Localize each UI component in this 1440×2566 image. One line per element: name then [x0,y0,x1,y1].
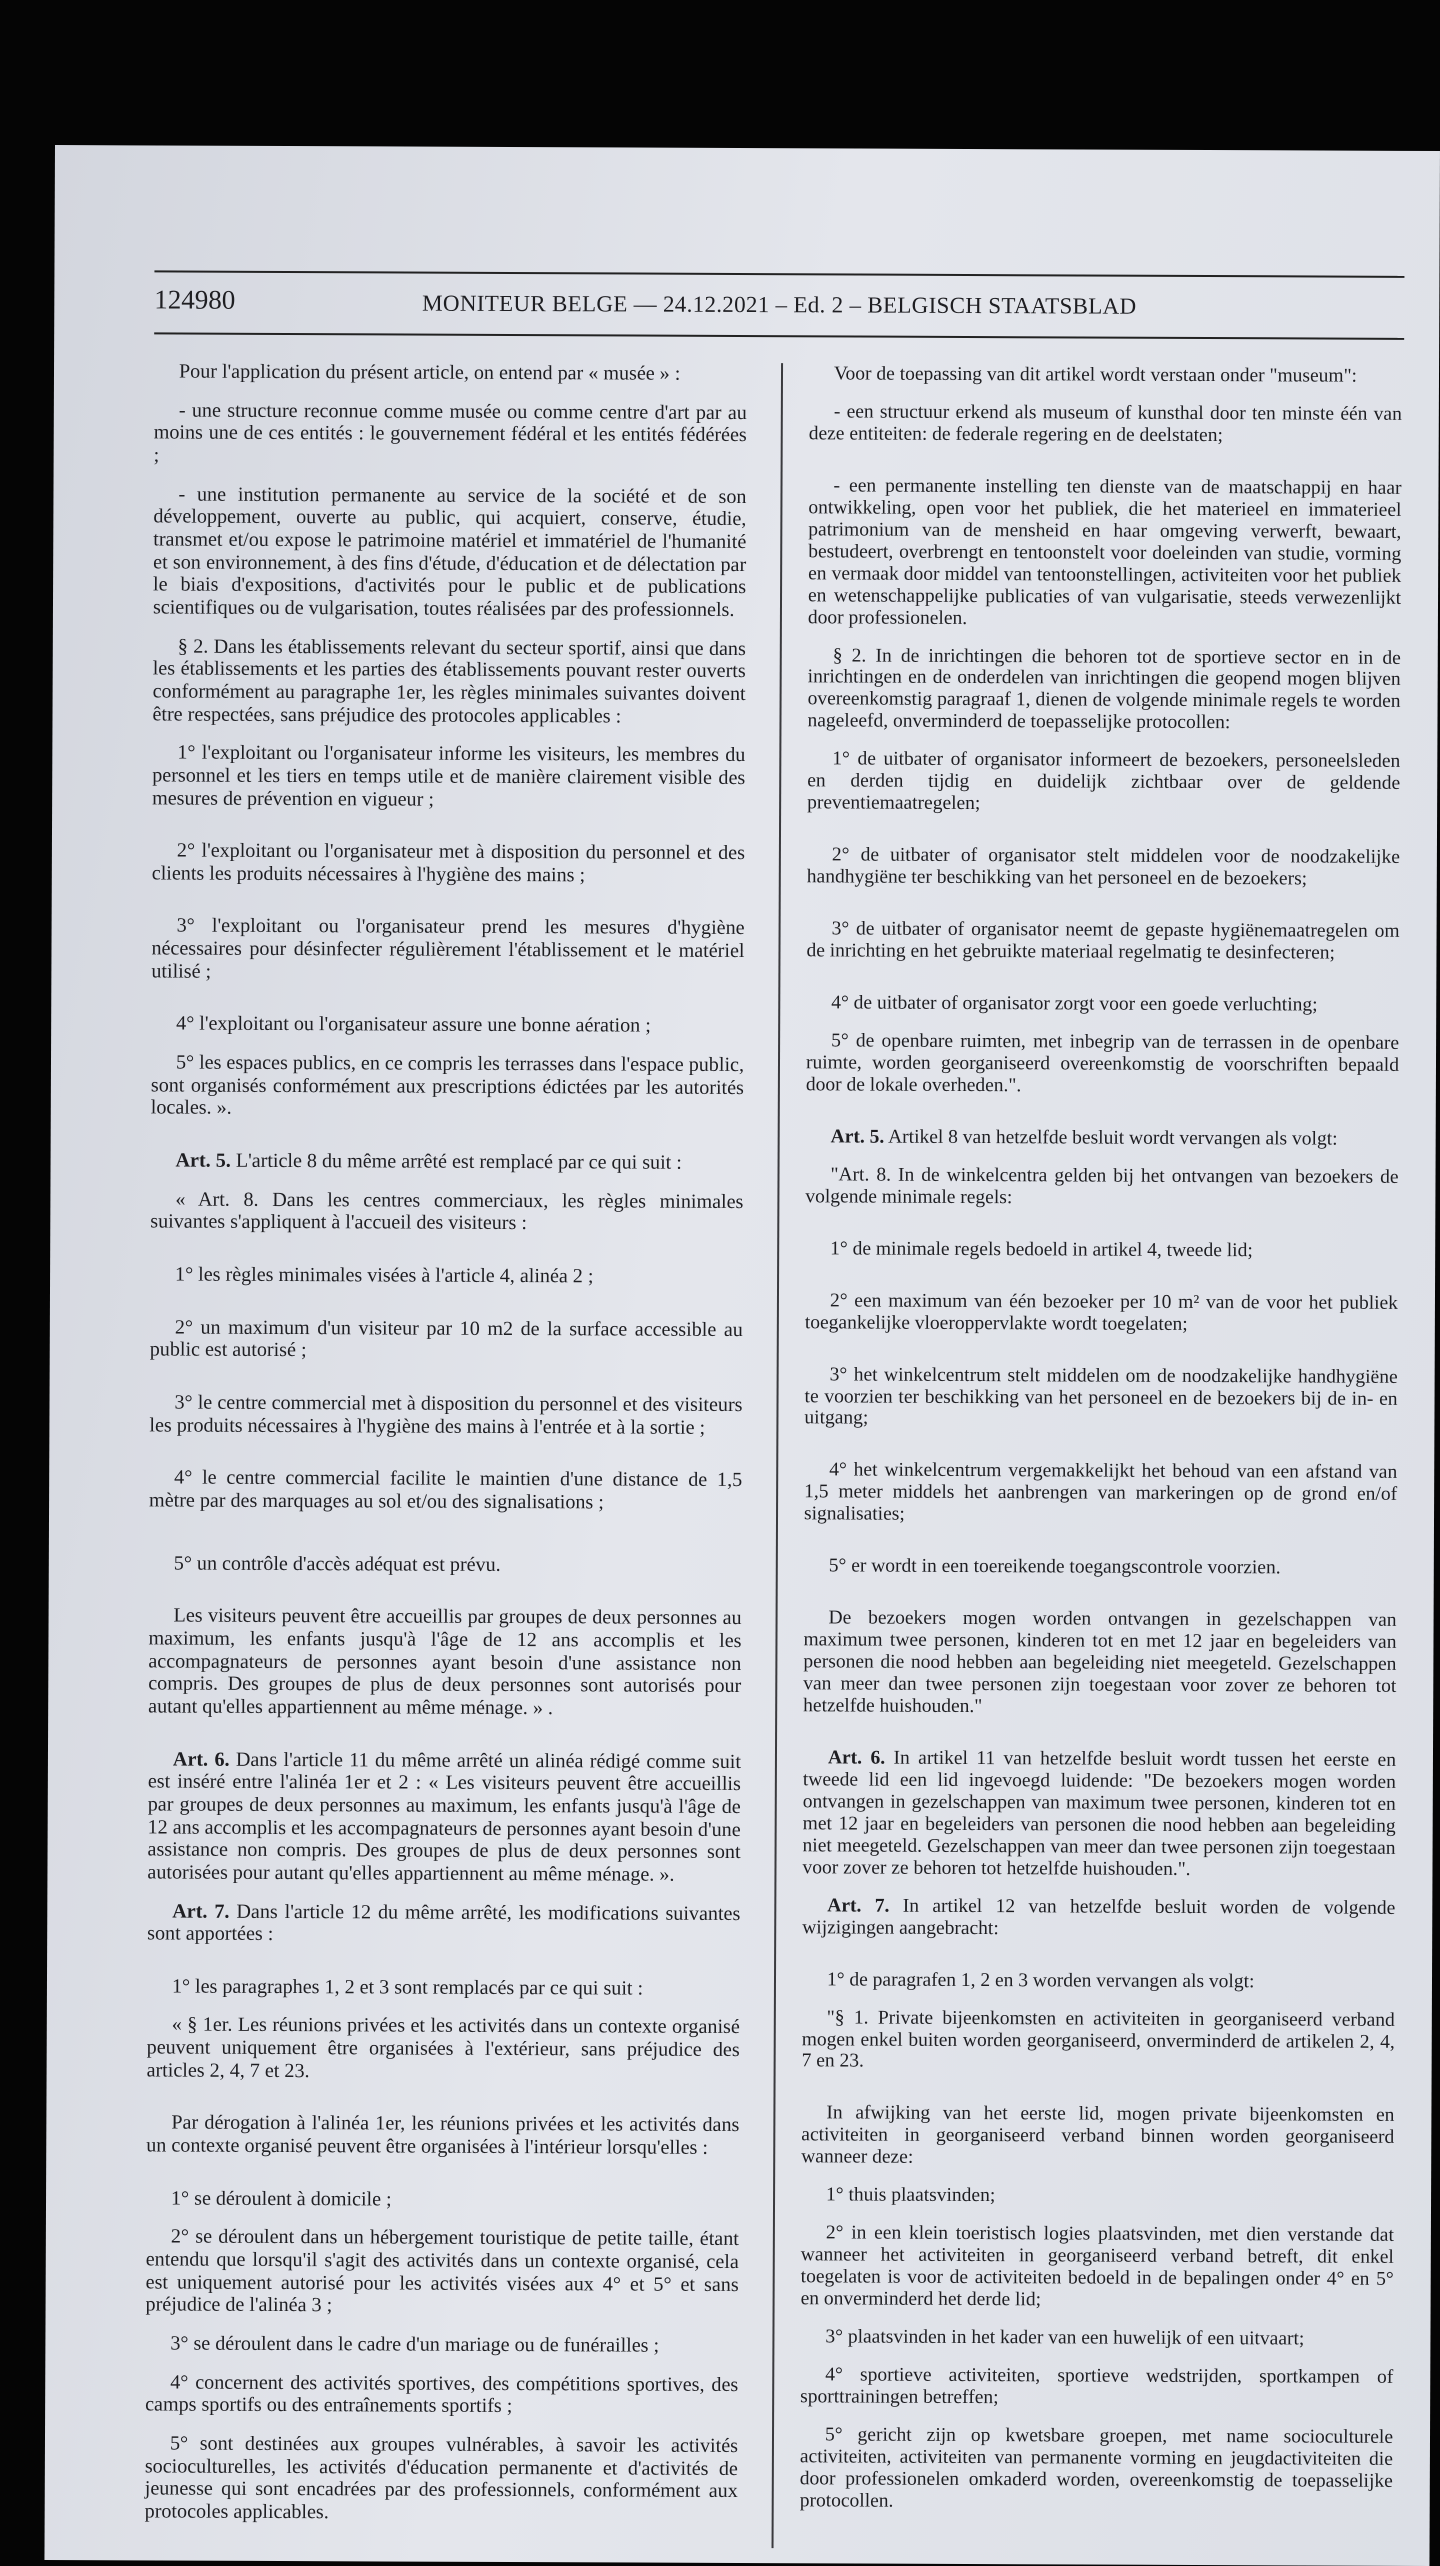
french-column [145,360,748,2541]
paragraph: « § 1er. Les réunions privées et les activités dans un contexte organisé peuvent uniquement être organisées à l'extérieur, sans préjudice des articles 2, 4, 7 et 23. [146,2013,740,2082]
page-header [154,270,1404,339]
paragraph: 2° een maximum van één bezoeker per 10 m² van de voor het publiek toegankelijke vloeroppervlakte wordt toegelaten; [804,1290,1399,1335]
paragraph: 4° de uitbater of organisator zorgt voor een goede verluchting; [831,992,1318,1016]
journal-title: MONITEUR BELGE — 24.12.2021 – Ed. 2 – BELGISCH STAATSBLAD [422,290,1137,319]
article-number: Art. 6. [172,1748,230,1771]
paragraph: § 2. Dans les établissements relevant du secteur sportif, ainsi que dans les établissements et les parties des établissements pouvant rester ouverts conformément au paragraphe 1er, les règles minimales suivantes doivent être respectées, sans préjudice des protocoles applicables : [152,635,746,728]
paragraph: « Art. 8. Dans les centres commerciaux, les règles minimales suivantes s'appliquent à l'accueil des visiteurs : [150,1188,744,1235]
paragraph: Par dérogation à l'alinéa 1er, les réunions privées et les activités dans un contexte organisé peuvent être organisées à l'intérieur lorsqu'elles : [146,2111,740,2159]
paragraph: 3° plaatsvinden in het kader van een huwelijk of een uitvaart; [825,2326,1305,2350]
paragraph: 4° l'exploitant ou l'organisateur assure une bonne aération ; [176,1012,651,1038]
gazette-page [44,145,1440,2566]
paragraph: 4° het winkelcentrum vergemakkelijkt het behoud van een afstand van 1,5 meter middels het aanbrengen van markeringen op de grond en/of signalisaties; [803,1459,1398,1526]
paragraph: 5° gericht zijn op kwetsbare groepen, met name socioculturele activiteiten, activiteiten van permanente vorming en jeugdactiviteiten die door professionelen omkaderd worden, overeenkomstig de toepasselijke protocollen. [799,2424,1394,2512]
paragraph: 2° l'exploitant ou l'organisateur met à disposition du personnel et des clients les produits nécessaires à l'hygiène des mains ; [151,839,745,887]
paragraph: In afwijking van het eerste lid, mogen private bijeenkomsten en activiteiten in georganiseerd verband binnen worden georganiseerd wanneer deze: [801,2102,1395,2169]
paragraph: De bezoekers mogen worden ontvangen in gezelschappen van maximum twee personen, kinderen tot en met 12 jaar en begeleiders van personen die nood hebben aan begeleiding niet meegeteld. Gezelschappen van meer dan twee personen zijn toegestaan voor zover ze behoren tot hetzelfde huishouden." [803,1607,1397,1718]
paragraph: 2° un maximum d'un visiteur par 10 m2 de la surface accessible au public est autorisé ; [149,1316,743,1362]
paragraph: 1° de minimale regels bedoeld in artikel 4, tweede lid; [830,1238,1253,1261]
paragraph: 3° se déroulent dans le cadre d'un mariage ou de funérailles ; [170,2332,660,2357]
paragraph: - une institution permanente au service de la société et de son développement, ouverte au public, qui acquiert, conserve, étudie, transmet et/ou expose le patrimoine matériel et immatériel de l'humanité et son environnement, à des fins d'étude, d'éducation et de délectation par le biais d'expositions, d'activités pour le public et de publications scientifiques ou de vulgarisation, toutes réalisées par des professionnels. [152,483,747,621]
paragraph: 1° de paragrafen 1, 2 en 3 worden vervangen als volgt: [826,1968,1255,1992]
dutch-column [800,363,1402,2530]
paragraph: 5° sont destinées aux groupes vulnérables, à savoir les activités socioculturelles, les activités d'éducation permanente et d'activités de jeunesse qui sont encadrées par des professionnels, conformément aux protocoles applicables. [144,2432,739,2524]
paragraph: 2° se déroulent dans un hébergement touristique de petite taille, étant entendu que lorsqu'il s'agit des activités dans un contexte organisé, cela est uniquement autorisé pour les activités visées aux 4° et 5° et sans préjudice de l'alinéa 3 ; [145,2225,739,2317]
paragraph: 5° les espaces publics, en ce compris les terrasses dans l'espace public, sont organisés conformément aux prescriptions édictées par les autorités locales. ». [150,1051,745,1120]
paragraph: 1° se déroulent à domicile ; [170,2187,392,2211]
paragraph: Les visiteurs peuvent être accueillis par groupes de deux personnes au maximum, les enfants jusqu'à l'âge de 12 ans accomplis et les accompagnateurs de personnes ayant besoin d'une assistance non compris. Des groupes de plus de deux personnes sont autorisés pour autant qu'elles appartiennent au même ménage. » . [148,1604,742,1720]
paragraph: Art. 5. L'article 8 du même arrêté est remplacé par ce qui suit : [175,1149,682,1174]
paragraph: - une structure reconnue comme musée ou comme centre d'art par au moins une de ces entités : le gouvernement fédéral et les entités fédérées ; [153,399,747,467]
paragraph: - een structuur erkend als museum of kunsthal door ten minste één van deze entiteiten: de federale regering en de deelstaten; [808,401,1402,447]
paragraph: Art. 6. Dans l'article 11 du même arrêté un alinéa rédigé comme suit est inséré entre l'alinéa 1er et 2 : « Les visiteurs peuvent être accueillis par groupes de deux personnes au maximum, les enfants jusqu'à l'âge de 12 ans accomplis et les accompagnateurs de personnes ayant besoin d'une assistance non compris. Des groupes de plus de deux personnes sont autorisées pour autant qu'elles appartiennent au même ménage. ». [147,1748,741,1886]
paragraph: 4° le centre commercial facilite le maintien d'une distance de 1,5 mètre par des marquages au sol et/ou des signalisations ; [149,1466,743,1514]
paragraph: 1° thuis plaatsvinden; [826,2184,996,2207]
paragraph: 1° les paragraphes 1, 2 et 3 sont remplacés par ce qui suit : [171,1975,644,2000]
article-number: Art. 5. [175,1149,231,1172]
article-number: Art. 5. [830,1126,885,1148]
paragraph: 3° l'exploitant ou l'organisateur prend les mesures d'hygiène nécessaires pour désinfecter régulièrement l'établissement et le matériel utilisé ; [151,915,745,983]
paragraph: 5° de openbare ruimten, met inbegrip van de terrassen in de openbare ruimte, worden georganiseerd overeenkomstig de voorschriften bepaald door de lokale overheden.". [805,1030,1400,1097]
paragraph: 5° un contrôle d'accès adéquat est prévu. [173,1552,501,1576]
paragraph: § 2. In de inrichtingen die behoren tot de sportieve sector en in de inrichtingen en de onderdelen van inrichtingen die geopend mogen blijven overeenkomstig paragraaf 1, dienen de volgende minimale regels te worden nageleefd, onverminderd de toepasselijke protocollen: [807,644,1401,734]
paragraph: 1° l'exploitant ou l'organisateur informe les visiteurs, les membres du personnel et les tiers en temps utile et de manière clairement visible des mesures de prévention en vigueur ; [152,741,746,811]
paragraph: 3° le centre commercial met à disposition du personnel et des visiteurs les produits nécessaires à l'hygiène des mains à l'entrée et à la sortie ; [149,1391,743,1439]
paragraph: 4° concernent des activités sportives, des compétitions sportives, des camps sportifs ou des entraînements sportifs ; [145,2371,739,2418]
paragraph: 1° les règles minimales visées à l'article 4, alinéa 2 ; [175,1263,594,1288]
article-number: Art. 6. [827,1747,886,1769]
paragraph: Voor de toepassing van dit artikel wordt verstaan onder "museum": [833,363,1358,387]
paragraph: Art. 5. Artikel 8 van hetzelfde besluit wordt vervangen als volgt: [830,1126,1338,1150]
paragraph: 1° de uitbater of organisator informeert de bezoekers, personeelsleden en derden tijdig en duidelijk zichtbaar over de geldende preventiemaatregelen; [807,748,1401,815]
paragraph: Art. 6. In artikel 11 van hetzelfde besluit wordt tussen het eerste en tweede lid een lid ingevoegd luidende: "De bezoekers mogen worden ontvangen in gezelschappen van maximum twee personen, kinderen tot en met 12 jaar en begeleiders van personen die nood hebben aan begeleiding niet meegeteld. Gezelschappen van meer dan twee personen zijn toegestaan voor zover ze behoren tot hetzelfde huishouden.". [802,1747,1397,1880]
paragraph: 3° het winkelcentrum stelt middelen om de noodzakelijke handhygiëne te voorzien ter beschikking van het personeel en de bezoekers bij de in- en uitgang; [804,1363,1398,1430]
paragraph: - een permanente instelling ten dienste van de maatschappij en haar ontwikkeling, open voor het publiek, die het materieel en immaterieel patrimonium van de mensheid en haar omgeving verwerft, bewaart, bestudeert, overbrengt en tentoonstelt voor doeleinden van studie, vorming en vermaak door middel van tentoonstellingen, activiteiten voor het publiek en wetenschappelijke publicaties of van vulgarisatie, steeds verwezenlijkt door professionelen. [807,475,1402,629]
column-divider [772,363,784,2548]
paragraph: 4° sportieve activiteiten, sportieve wedstrijden, sportkampen of sporttrainingen betreffen; [800,2364,1394,2409]
paragraph: 5° er wordt in een toereikende toegangscontrole voorzien. [828,1555,1281,1579]
article-number: Art. 7. [827,1895,890,1917]
paragraph: Art. 7. In artikel 12 van hetzelfde besluit worden de volgende wijzigingen aangebracht: [802,1895,1396,1939]
paragraph: Art. 7. Dans l'article 12 du même arrêté, les modifications suivantes sont apportées : [147,1900,741,1946]
paragraph: "§ 1. Private bijeenkomsten en activiteiten in georganiseerd verband mogen enkel buiten worden georganiseerd, onverminderd de artikelen 2, 4, 7 en 23. [801,2006,1395,2073]
paragraph: 2° de uitbater of organisator stelt middelen voor de noodzakelijke handhygiëne ter beschikking van het personeel en de bezoekers; [806,844,1400,890]
paragraph: 3° de uitbater of organisator neemt de gepaste hygiënemaatregelen om de inrichting en het gebruikte materiaal regelmatig te desinfecteren; [806,918,1400,964]
article-number: Art. 7. [172,1900,230,1923]
paragraph: Pour l'application du présent article, on entend par « musée » : [178,360,681,385]
paragraph: "Art. 8. In de winkelcentra gelden bij het ontvangen van bezoekers de volgende minimale regels: [805,1164,1399,1208]
page-number: 124980 [154,284,236,315]
paragraph: 2° in een klein toeristisch logies plaatsvinden, met dien verstande dat wanneer het activiteiten in georganiseerd verband betreft, dit enkel toegelaten is voor de activiteiten bedoeld in de bepalingen onder 4° en 5° en onverminderd het derde lid; [800,2222,1394,2311]
